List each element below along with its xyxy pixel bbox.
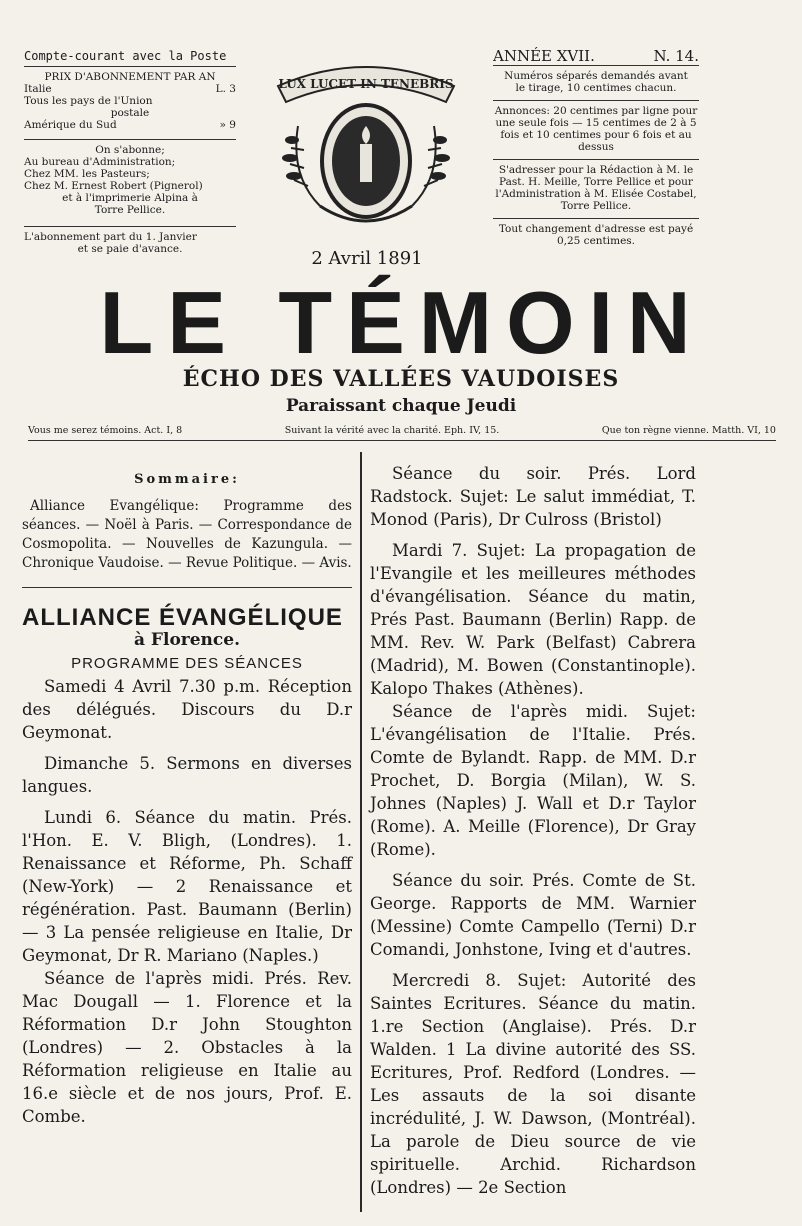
paragraph: Lundi 6. Séance du matin. Prés. l'Hon. E. V. Bligh, (Londres). 1. Renaissance et Réforme, Ph. Schaff (New-York) — 2 Renaissance et régénération. Past. Baumann (Berlin) — 3 La pensée religieuse en Italie, Dr Geymonat, Dr R. Mariano (Naples.) xyxy=(22,808,352,965)
emblem-motto: LUX LUCET IN TENEBRIS xyxy=(278,77,454,91)
robert-line-1: Chez M. Ernest Robert (Pignerol) xyxy=(24,180,203,192)
changement: Tout changement d'adresse est payé 0,25 centimes. xyxy=(498,223,694,247)
paragraph: Mardi 7. Sujet: La propagation de l'Evangile et les meilleures méthodes d'évangélisation. Séance du matin, Prés Past. Baumann (Berlin) Rapp. de MM. Rev. W. Park (Belfast) Cabrera (Madrid), M. Bowen (Constantinople). Kalopo Thakes (Athènes). xyxy=(370,541,696,698)
masthead-title: LE TÉMOIN xyxy=(99,273,705,372)
program-heading: PROGRAMME DES SÉANCES xyxy=(71,655,303,672)
numeros-2: le tirage, 10 centimes chacun. xyxy=(515,82,677,94)
motto-3: Que ton règne vienne. Matth. VI, 10 xyxy=(601,425,776,436)
left-column xyxy=(22,462,352,1128)
motto-1: Vous me serez témoins. Act. I, 8 xyxy=(28,425,183,436)
paragraph: Samedi 4 Avril 7.30 p.m. Réception des délégués. Discours du D.r Geymonat. xyxy=(22,677,352,742)
masthead-tagline: Paraissant chaque Jeudi xyxy=(285,396,517,416)
annonces: Annonces: 20 centimes par ligne pour une seule fois — 15 centimes de 2 à 5 fois et 10 centimes pour 6 fois et au dessus xyxy=(494,105,698,153)
numero: N. 14. xyxy=(653,47,699,65)
price-union: Tous les pays de l'Union xyxy=(24,95,153,107)
janvier-line-2: et se paie d'avance. xyxy=(77,243,183,255)
paragraph: Mercredi 8. Sujet: Autorité des Saintes Ecritures. Séance du matin. 1.re Section (Anglaise). Prés. D.r Walden. 1 La divine autorité des SS. Ecritures, Prof. Redford (Londres. — Les assauts de la soi disante incrédulité, J. W. Dawson, (Montréal). La parole de Dieu source de vie spirituelle. Archid. Richardson (Londres) — 2e Section xyxy=(370,971,696,1197)
motto-line xyxy=(28,425,776,441)
emblem-seal-icon xyxy=(250,56,482,244)
poste-line: Compte-courant avec la Poste xyxy=(24,50,236,67)
right-column xyxy=(370,462,696,1199)
annee: ANNÉE XVII. xyxy=(493,47,595,65)
price-amerique: Amérique du Sud » 9 xyxy=(24,119,236,131)
subscription-block xyxy=(24,50,236,255)
paragraph: Séance de l'après midi. Sujet: L'évangélisation de l'Italie. Prés. Comte de Bylandt. Rapp. de MM. D.r Prochet, D. Borgia (Milan), W. S. Johnes (Naples) J. Wall et D.r Taylor (Rome). A. Meille (Florence), Dr Gray (Rome). xyxy=(370,702,696,859)
janvier-line-1: L'abonnement part du 1. Janvier xyxy=(24,231,197,243)
motto-2: Suivant la vérité avec la charité. Eph. IV, 15. xyxy=(284,425,500,436)
prix-heading: PRIX D'ABONNEMENT PAR AN xyxy=(44,71,216,83)
robert-line-3: Torre Pellice. xyxy=(94,204,166,216)
column-divider xyxy=(360,452,362,1212)
masthead-subtitle: ÉCHO DES VALLÉES VAUDOISES xyxy=(182,366,620,392)
price-union-2: postale xyxy=(110,107,150,119)
sommaire-text: Alliance Evangélique: Programme des séances. — Noël à Paris. — Correspondance de Cosmopolita. — Nouvelles de Kazungula. — Chronique Vaudoise. — Revue Politique. — Avis. xyxy=(22,498,352,571)
info-block xyxy=(493,47,699,247)
paragraph: Séance du soir. Prés. Lord Radstock. Sujet: Le salut immédiat, T. Monod (Paris), Dr Culross (Bristol) xyxy=(370,464,696,529)
price-italie: Italie L. 3 xyxy=(24,83,236,95)
paragraph: Dimanche 5. Sermons en diverses langues. xyxy=(22,754,352,796)
abonne-line: On s'abonne; xyxy=(95,144,165,156)
paragraph: Séance du soir. Prés. Comte de St. George. Rapports de MM. Warnier (Messine) Comte Campello (Terni) D.r Comandi, Jonhstone, Iving et d'autres. xyxy=(370,871,696,959)
article-subtitle: à Florence. xyxy=(133,630,241,650)
adresser: S'adresser pour la Rédaction à M. le Past. H. Meille, Torre Pellice et pour l'Administration à M. Elisée Costabel, Torre Pellice. xyxy=(495,164,697,212)
issue-date: 2 Avril 1891 xyxy=(311,248,423,269)
article-title: ALLIANCE ÉVANGÉLIQUE xyxy=(22,604,343,631)
bureau-line: Au bureau d'Administration; xyxy=(24,156,176,168)
numeros-1: Numéros séparés demandés avant xyxy=(504,70,688,82)
sommaire-heading: Sommaire: xyxy=(134,472,240,487)
pasteurs-line: Chez MM. les Pasteurs; xyxy=(24,168,150,180)
robert-line-2: et à l'imprimerie Alpina à xyxy=(62,192,198,204)
section-divider xyxy=(22,587,352,588)
paragraph: Séance de l'après midi. Prés. Rev. Mac Dougall — 1. Florence et la Réformation D.r John Stoughton (Londres) — 2. Obstacles à la Réformation religieuse en Italie au 16.e siècle et de nos jours, Prof. E. Combe. xyxy=(22,969,352,1126)
